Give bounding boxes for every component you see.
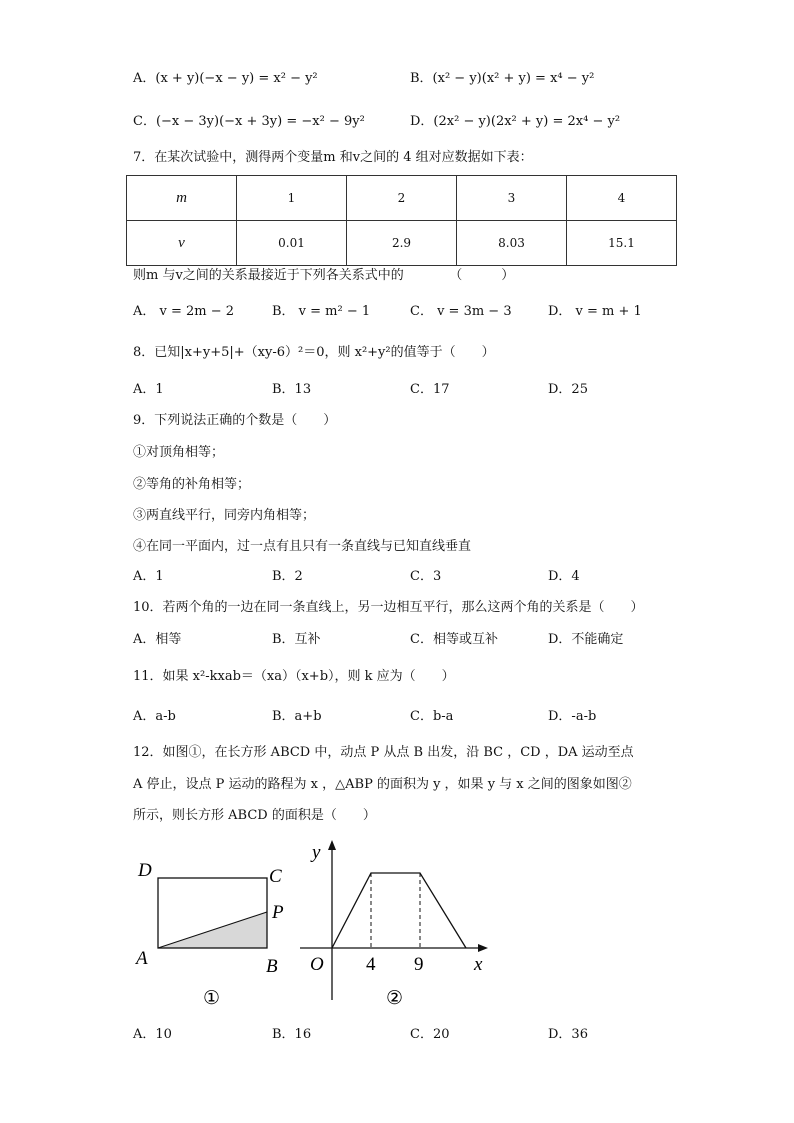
q11-option-d: D．-a-b <box>548 709 597 724</box>
q9-item: ②等角的补角相等； <box>133 477 251 492</box>
figure1-caption: ① <box>203 988 221 1009</box>
q7-stem: 7．在某次试验中，测得两个变量m 和v之间的 4 组对应数据如下表： <box>133 150 533 165</box>
q6-option-b: B．(x² − y)(x² + y) = x⁴ − y² <box>410 71 595 86</box>
table-cell: 2 <box>347 176 457 221</box>
q9-item: ③两直线平行，同旁内角相等； <box>133 508 316 523</box>
q11-option-c: C．b-a <box>410 709 454 724</box>
q6-option-a: A．(x + y)(−x − y) = x² − y² <box>133 71 318 86</box>
q10-option-a: A．相等 <box>133 632 182 647</box>
q12-line: 所示，则长方形 ABCD 的面积是（ ） <box>133 808 376 823</box>
q10-option-d: D．不能确定 <box>548 632 624 647</box>
label-b: B <box>266 956 278 977</box>
q6-option-c: C．(−x − 3y)(−x + 3y) = −x² − 9y² <box>133 114 365 129</box>
label-d: D <box>138 860 152 881</box>
q7-option-b: B． v = m² − 1 <box>272 304 371 319</box>
q10-option-c: C．相等或互补 <box>410 632 498 647</box>
q9-item: ④在同一平面内，过一点有且只有一条直线与已知直线垂直 <box>133 539 472 554</box>
tick-4: 4 <box>366 954 376 975</box>
q10-option-b: B．互补 <box>272 632 321 647</box>
q9-option-c: C．3 <box>410 569 442 584</box>
q7-option-c: C． v = 3m − 3 <box>410 304 512 319</box>
label-p: P <box>272 902 284 923</box>
q7-option-d: D． v = m + 1 <box>548 304 642 319</box>
figure-graph <box>300 840 488 1009</box>
q8-stem: 8．已知|x+y+5|+（xy-6）²＝0，则 x²+y²的值等于（ ） <box>133 345 495 360</box>
q12-option-d: D．36 <box>548 1027 588 1042</box>
q10-stem: 10．若两个角的一边在同一条直线上，另一边相互平行，那么这两个角的关系是（ ） <box>133 600 644 615</box>
label-origin: O <box>310 954 324 975</box>
q9-item: ①对顶角相等； <box>133 445 225 460</box>
table-cell: 3 <box>457 176 567 221</box>
table-cell: 4 <box>567 176 677 221</box>
q11-option-b: B．a+b <box>272 709 322 724</box>
table-cell: m <box>127 176 237 221</box>
q8-option-b: B．13 <box>272 382 312 397</box>
table-cell: 2.9 <box>347 221 457 266</box>
figure2-caption: ② <box>386 988 404 1009</box>
table-cell: v <box>127 221 237 266</box>
q7-stem2: 则m 与v之间的关系最接近于下列各关系式中的 （ ） <box>133 268 515 283</box>
label-c: C <box>269 866 282 887</box>
label-a: A <box>136 948 148 969</box>
q12-line: 12．如图①，在长方形 ABCD 中，动点 P 从点 B 出发，沿 BC ，CD ，DA 运动至点 <box>133 745 634 760</box>
label-y: y <box>312 842 321 863</box>
q8-option-a: A．1 <box>133 382 164 397</box>
q9-stem: 9．下列说法正确的个数是（ ） <box>133 413 337 428</box>
q11-option-a: A．a-b <box>133 709 176 724</box>
q9-option-a: A．1 <box>133 569 164 584</box>
q8-option-d: D．25 <box>548 382 588 397</box>
q6-option-d: D．(2x² − y)(2x² + y) = 2x⁴ − y² <box>410 114 621 129</box>
table-cell: 8.03 <box>457 221 567 266</box>
q12-option-c: C．20 <box>410 1027 450 1042</box>
q8-option-c: C．17 <box>410 382 450 397</box>
tick-9: 9 <box>414 954 424 975</box>
q12-line: A 停止，设点 P 运动的路程为 x ，△ABP 的面积为 y ，如果 y 与 x 之间的图象如图② <box>133 777 632 792</box>
q12-option-b: B．16 <box>272 1027 312 1042</box>
q9-option-b: B．2 <box>272 569 303 584</box>
table-cell: 1 <box>237 176 347 221</box>
q7-option-a: A． v = 2m − 2 <box>133 304 235 319</box>
q11-stem: 11．如果 x²-kxab＝（xa）（x+b），则 k 应为（ ） <box>133 669 455 684</box>
label-x: x <box>474 954 483 975</box>
q12-option-a: A．10 <box>133 1027 172 1042</box>
table-cell: 15.1 <box>567 221 677 266</box>
q9-option-d: D．4 <box>548 569 580 584</box>
table-cell: 0.01 <box>237 221 347 266</box>
figure-rectangle <box>134 860 284 1009</box>
